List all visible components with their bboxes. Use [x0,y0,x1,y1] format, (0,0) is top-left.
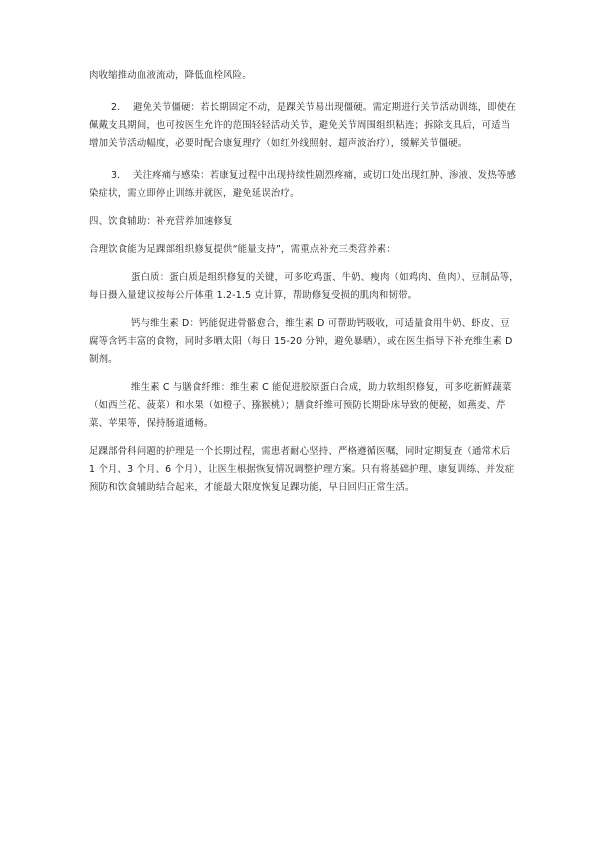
section-heading: 四、饮食辅助：补充营养加速修复 [89,216,233,227]
list-number: 3. [111,170,121,181]
vitamin-c-paragraph: 维生素 C 与膳食纤维：维生素 C 能促进胶原蛋白合成，助力软组织修复，可多吃新鲜蔬菜（如西兰花、菠菜）和水果（如橙子、猕猴桃）；膳食纤维可预防长期卧床导致的便秘，如燕麦、芹菜、苹果等，保持肠道通畅。 [89,382,512,429]
list-number: 2. [111,102,121,113]
document-body [89,67,519,497]
paragraph-continuation: 肉收缩推动血液流动，降低血栓风险。 [89,70,252,81]
list-item-2 [89,99,519,153]
protein-paragraph: 蛋白质：蛋白质是组织修复的关键，可多吃鸡蛋、牛奶、瘦肉（如鸡肉、鱼肉）、豆制品等，每日摄入量建议按每公斤体重 1.2-1.5 克计算，帮助修复受损的肌肉和韧带。 [89,272,519,301]
intro-paragraph: 合理饮食能为足踝部组织修复提供“能量支持”，需重点补充三类营养素： [89,244,396,255]
list-item-3 [89,167,519,203]
conclusion-paragraph: 足踝部骨科问题的护理是一个长期过程，需患者耐心坚持、严格遵循医嘱，同时定期复查（通常术后 1 个月、3 个月、6 个月），让医生根据恢复情况调整护理方案。只有将基础护理、康复训练、并发症预防和饮食辅助结合起来，才能最大限度恢复足踝功能，早日回归正常生活。 [89,446,515,493]
list-item-text: 避免关节僵硬：若长期固定不动，是踝关节易出现僵硬。需定期进行关节活动训练，即使在佩戴支具期间，也可按医生允许的范围轻轻活动关节，避免关节周围组织粘连；拆除支具后，可适当增加关节活动幅度，必要时配合康复理疗（如红外线照射、超声波治疗），缓解关节僵硬。 [89,102,517,149]
list-item-text: 关注疼痛与感染：若康复过程中出现持续性剧烈疼痛，或切口处出现红肿、渗液、发热等感染症状，需立即停止训练并就医，避免延误治疗。 [89,170,517,199]
calcium-paragraph: 钙与维生素 D：钙能促进骨骼愈合，维生素 D 可帮助钙吸收，可适量食用牛奶、虾皮、豆腐等含钙丰富的食物，同时多晒太阳（每日 15-20 分钟，避免暴晒），或在医生指导下补充维生素 D 制剂。 [89,318,513,365]
